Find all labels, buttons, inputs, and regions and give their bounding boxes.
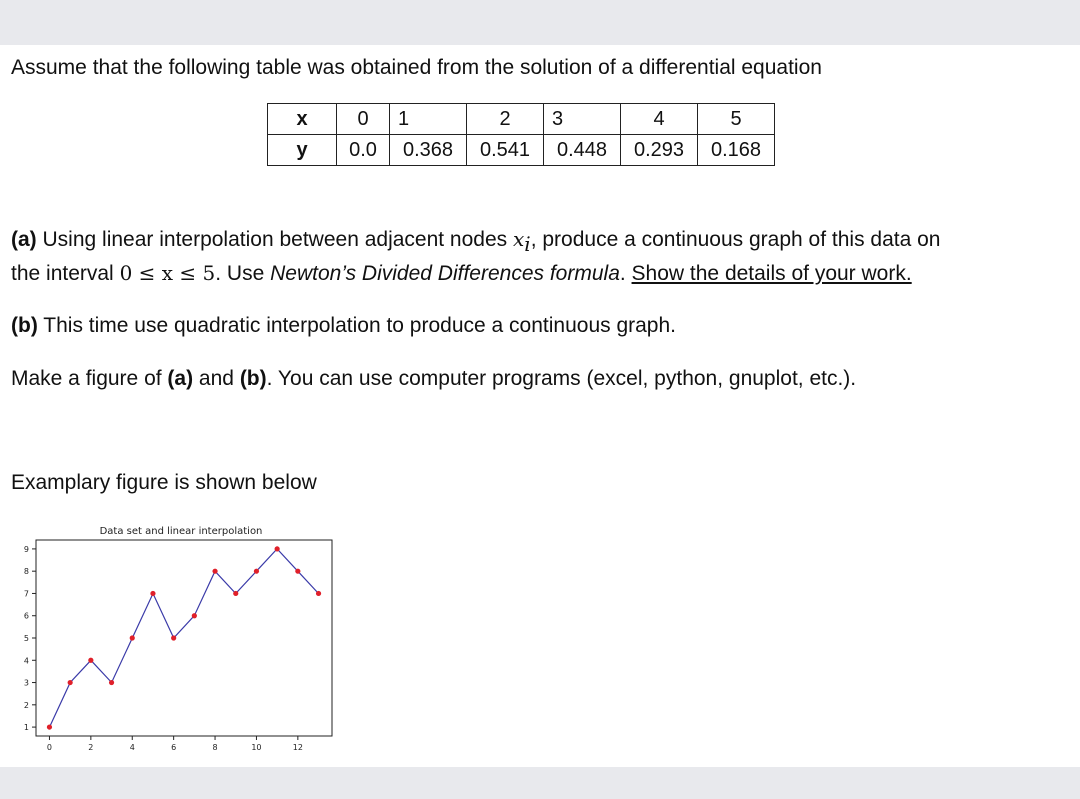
table-cell: 0.0 (337, 135, 390, 166)
data-point (212, 569, 217, 574)
data-point (254, 569, 259, 574)
line-chart (0, 515, 345, 755)
x-tick-label: 8 (212, 743, 218, 752)
data-point (68, 680, 73, 685)
part-b-ref: (b) (239, 367, 267, 390)
part-a-line-1 (11, 226, 940, 257)
data-point (130, 635, 135, 640)
part-a-text: , produce a continuous graph of this data on (530, 228, 941, 251)
part-a-text: the interval (11, 262, 120, 285)
y-tick-label: 6 (23, 611, 29, 621)
table-cell: 0 (337, 104, 390, 135)
plot-frame (36, 540, 332, 736)
figure-caption: Examplary figure is shown below (11, 471, 317, 494)
table-cell: 1 (390, 104, 467, 135)
y-tick-label: 2 (23, 700, 29, 710)
intro-text: Assume that the following table was obtained from the solution of a differential equation (11, 56, 822, 79)
node-variable: x (513, 227, 525, 251)
x-tick-label: 12 (292, 743, 303, 752)
table-cell: 3 (544, 104, 621, 135)
underlined-instruction: Show the details of your work. (631, 262, 912, 285)
part-a-line-2 (11, 260, 912, 287)
part-a-label: (a) (11, 228, 37, 251)
part-b-text: This time use quadratic interpolation to produce a continuous graph. (37, 314, 677, 337)
data-point (88, 658, 93, 663)
table-row-y (268, 135, 775, 166)
make-figure-line (11, 366, 856, 392)
x-tick-label: 6 (171, 743, 177, 752)
part-a-text: . (619, 262, 632, 285)
make-figure-text: . You can use computer programs (excel, python, gnuplot, etc.). (266, 367, 857, 390)
y-tick-label: 7 (23, 589, 29, 599)
table-cell: 4 (621, 104, 698, 135)
y-tick-label: 9 (23, 544, 29, 554)
node-subscript: i (524, 232, 531, 257)
document-page (0, 45, 1080, 767)
x-tick-label: 4 (129, 743, 135, 752)
table-cell: 0.448 (544, 135, 621, 166)
table-row-x (268, 104, 775, 135)
table-header-x: x (268, 104, 337, 135)
data-point (192, 613, 197, 618)
make-figure-text: and (193, 367, 240, 390)
table-cell: 2 (467, 104, 544, 135)
table-cell: 0.368 (390, 135, 467, 166)
x-tick-label: 0 (46, 743, 53, 752)
y-tick-label: 4 (23, 656, 29, 666)
part-a-text: Using linear interpolation between adjacent nodes (36, 228, 513, 251)
data-point (150, 591, 155, 596)
interval-expression: 0 ≤ x ≤ 5 (119, 261, 216, 285)
data-point (233, 591, 238, 596)
data-point (109, 680, 114, 685)
data-table (267, 103, 775, 166)
x-tick-label: 10 (251, 743, 262, 752)
table-cell: 0.541 (467, 135, 544, 166)
y-tick-label: 3 (23, 678, 29, 688)
table-cell: 0.168 (698, 135, 775, 166)
x-tick-label: 2 (88, 743, 94, 752)
formula-name: Newton’s Divided Differences formula (270, 262, 620, 285)
y-tick-label: 8 (23, 567, 29, 577)
data-point (275, 546, 280, 551)
data-point (47, 724, 52, 729)
data-point (171, 635, 176, 640)
y-tick-label: 1 (23, 723, 29, 733)
table-header-y: y (268, 135, 337, 166)
table-cell: 0.293 (621, 135, 698, 166)
part-a-text: . Use (215, 262, 271, 285)
data-point (316, 591, 321, 596)
part-b-label: (b) (11, 314, 38, 337)
part-b-line (11, 313, 676, 339)
y-tick-label: 5 (23, 634, 29, 643)
part-a-ref: (a) (167, 367, 194, 390)
table-cell: 5 (698, 104, 775, 135)
data-point (295, 569, 300, 574)
chart-title: Data set and linear interpolation (99, 526, 263, 537)
make-figure-text: Make a figure of (11, 367, 168, 390)
